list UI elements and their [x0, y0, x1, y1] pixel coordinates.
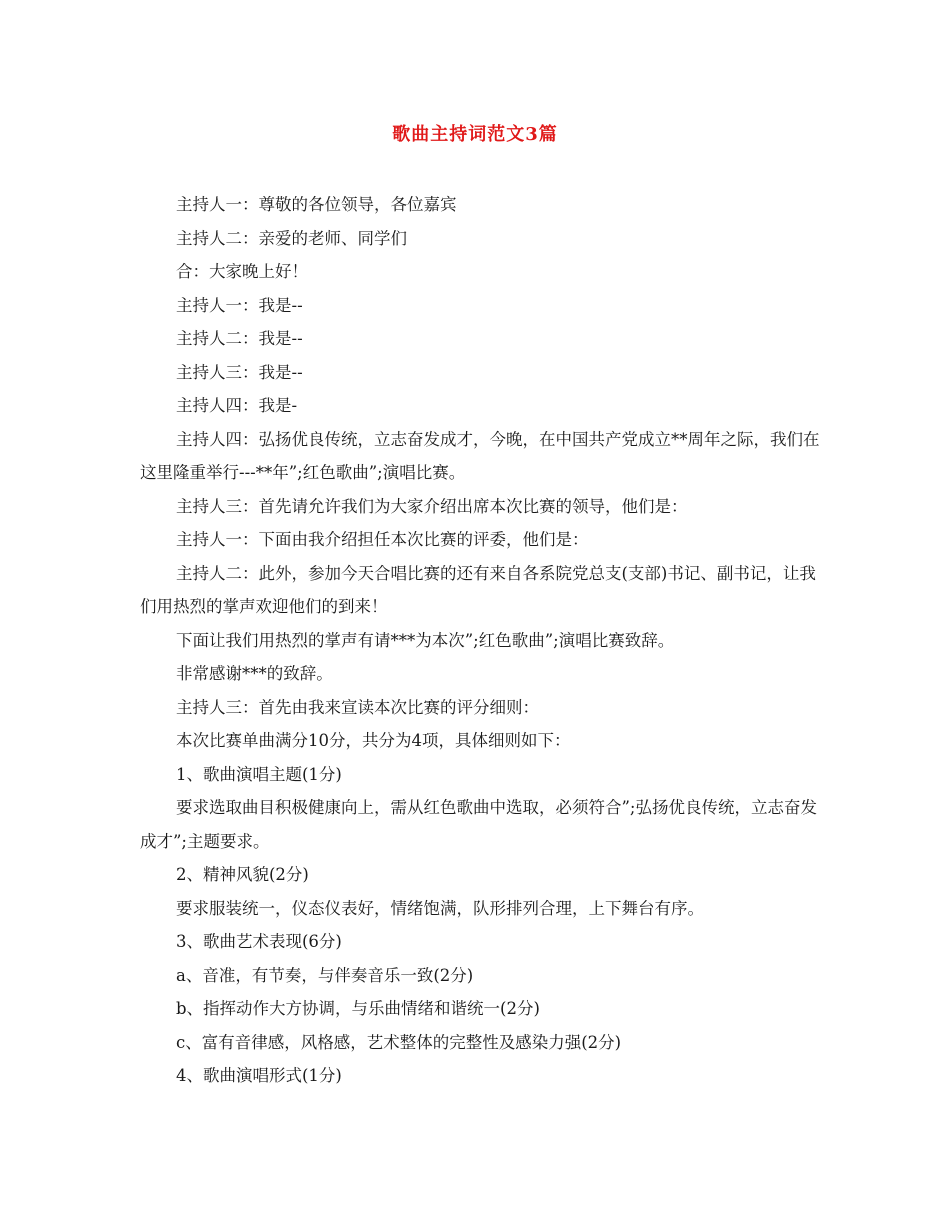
paragraph: a、音准，有节奏，与伴奏音乐一致(2分) — [176, 965, 474, 985]
paragraph: 主持人三：首先由我来宣读本次比赛的评分细则： — [176, 697, 539, 717]
paragraph: 主持人一：我是-- — [176, 295, 303, 315]
paragraph: 主持人三：我是-- — [176, 362, 303, 382]
paragraph: 主持人二：此外，参加今天合唱比赛的还有来自各系院党总支(支部)书记、副书记，让我们用热烈的掌声欢迎他们的到来！ — [140, 563, 816, 616]
paragraph: 合：大家晚上好！ — [176, 262, 308, 281]
paragraph: 主持人一：尊敬的各位领导，各位嘉宾 — [176, 195, 457, 214]
paragraph: 主持人三：首先请允许我们为大家介绍出席本次比赛的领导，他们是： — [176, 496, 688, 516]
paragraph: b、指挥动作大方协调，与乐曲情绪和谐统一(2分) — [176, 999, 540, 1018]
document-title: 歌曲主持词范文3篇 — [392, 124, 558, 145]
paragraph: 要求选取曲目积极健康向上，需从红色歌曲中选取，必须符合”;弘扬优良传统，立志奋发成才”;主题要求。 — [140, 798, 817, 851]
paragraph: c、富有音律感，风格感，艺术整体的完整性及感染力强(2分) — [176, 1032, 622, 1052]
paragraph: 主持人二：我是-- — [176, 329, 303, 348]
paragraph: 2、精神风貌(2分) — [176, 865, 309, 884]
paragraph: 下面让我们用热烈的掌声有请***为本次”;红色歌曲”;演唱比赛致辞。 — [176, 630, 675, 650]
paragraph: 主持人二：亲爱的老师、同学们 — [176, 228, 407, 248]
paragraph: 主持人一：下面由我介绍担任本次比赛的评委，他们是： — [176, 530, 589, 549]
paragraph: 1、歌曲演唱主题(1分) — [176, 764, 342, 784]
paragraph: 主持人四：弘扬优良传统，立志奋发成才，今晚，在中国共产党成立**周年之际，我们在这里隆重举行---**年”;红色歌曲”;演唱比赛。 — [140, 429, 820, 482]
paragraph: 本次比赛单曲满分10分，共分为4项，具体细则如下： — [176, 731, 571, 750]
paragraph: 3、歌曲艺术表现(6分) — [176, 932, 342, 951]
paragraph: 要求服装统一，仪态仪表好，情绪饱满，队形排列合理，上下舞台有序。 — [176, 898, 704, 918]
paragraph: 4、歌曲演唱形式(1分) — [176, 1066, 342, 1085]
document-body — [140, 188, 820, 1093]
paragraph: 非常感谢***的致辞。 — [176, 664, 333, 683]
paragraph: 主持人四：我是- — [176, 396, 298, 415]
